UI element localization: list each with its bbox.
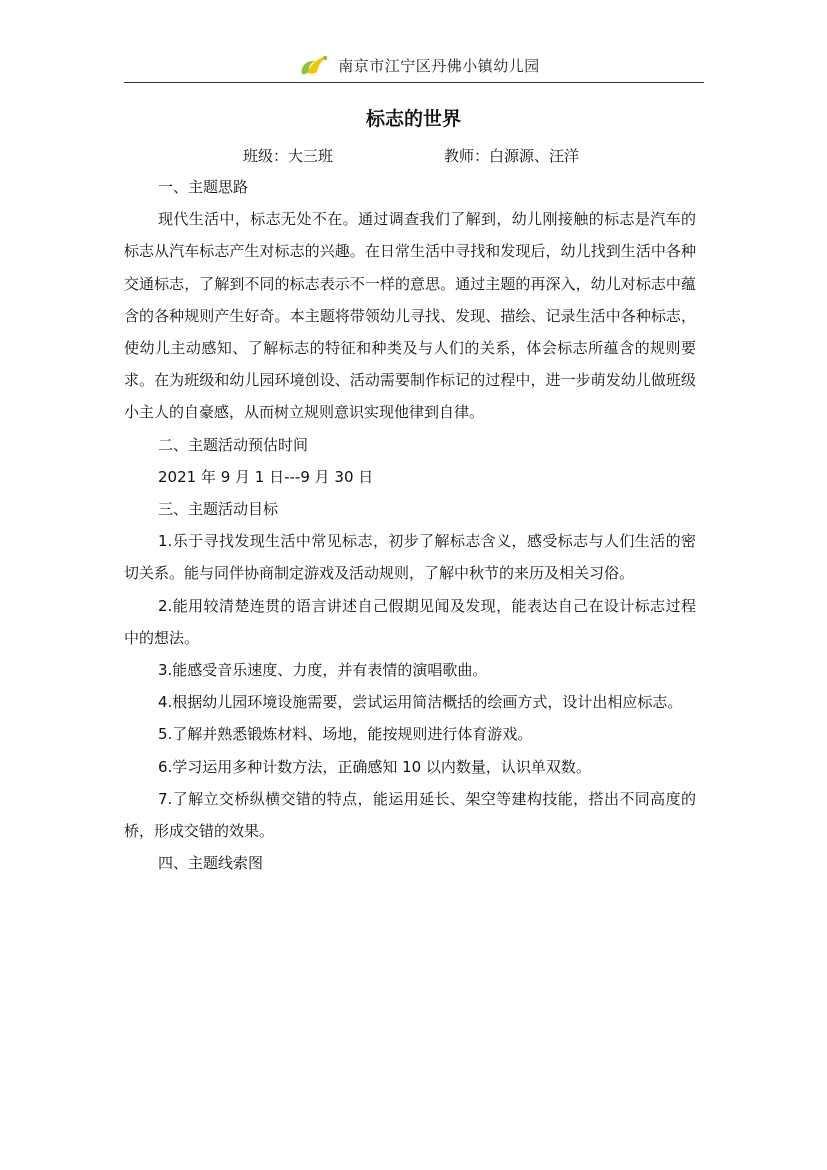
objective-item: 5.了解并熟悉锻炼材料、场地，能按规则进行体育游戏。 xyxy=(158,725,533,744)
teacher-label: 教师：白源源、汪洋 xyxy=(444,147,580,165)
section-paragraph: 现代生活中，标志无处不在。通过调查我们了解到，幼儿刚接触的标志是汽车的标志从汽车标志产生对标志的兴趣。在日常生活中寻找和发现后，幼儿找到生活中各种交通标志，了解到不同的标志表示不一样的意思。通过主题的再深入，幼儿对标志中蕴含的各种规则产生好奇。本主题将带领幼儿寻找、发现、描绘、记录生活中各种标志，使幼儿主动感知、了解标志的特征和种类及与人们的关系，体会标志所蕴含的规则要求。在为班级和幼儿园环境创设、活动需要制作标记的过程中，进一步萌发幼儿做班级小主人的自豪感，从而树立规则意识实现他律到自律。 xyxy=(124,210,696,422)
objective-item: 2.能用较清楚连贯的语言讲述自己假期见闻及发现，能表达自己在设计标志过程中的想法。 xyxy=(124,596,696,647)
section-heading: 四、主题线索图 xyxy=(158,854,264,873)
objective-item: 3.能感受音乐速度、力度，并有表情的演唱歌曲。 xyxy=(158,661,488,680)
document-title: 标志的世界 xyxy=(365,108,461,130)
page-header xyxy=(124,48,704,83)
section-heading: 三、主题活动目标 xyxy=(158,500,279,519)
document-body xyxy=(124,171,696,879)
section-heading: 二、主题活动预估时间 xyxy=(158,435,309,454)
school-name: 南京市江宁区丹佛小镇幼儿园 xyxy=(338,56,540,75)
objective-item: 6.学习运用多种计数方法，正确感知 10 以内数量，认识单双数。 xyxy=(158,757,591,776)
objective-item: 4.根据幼儿园环境设施需要，尝试运用简洁概括的绘画方式，设计出相应标志。 xyxy=(158,693,683,712)
header-brand xyxy=(298,52,540,78)
class-label: 班级：大三班 xyxy=(243,147,334,165)
section-heading: 一、主题思路 xyxy=(158,178,249,196)
section-paragraph: 2021 年 9 月 1 日---9 月 30 日 xyxy=(158,467,374,486)
kindergarten-logo-icon xyxy=(298,52,332,78)
objective-item: 7.了解立交桥纵横交错的特点，能运用延长、架空等建构技能，搭出不同高度的桥，形成交错的效果。 xyxy=(124,789,696,841)
objective-item: 1.乐于寻找发现生活中常见标志，初步了解标志含义，感受标志与人们生活的密切关系。能与同伴协商制定游戏及活动规则，了解中秋节的来历及相关习俗。 xyxy=(124,532,696,583)
